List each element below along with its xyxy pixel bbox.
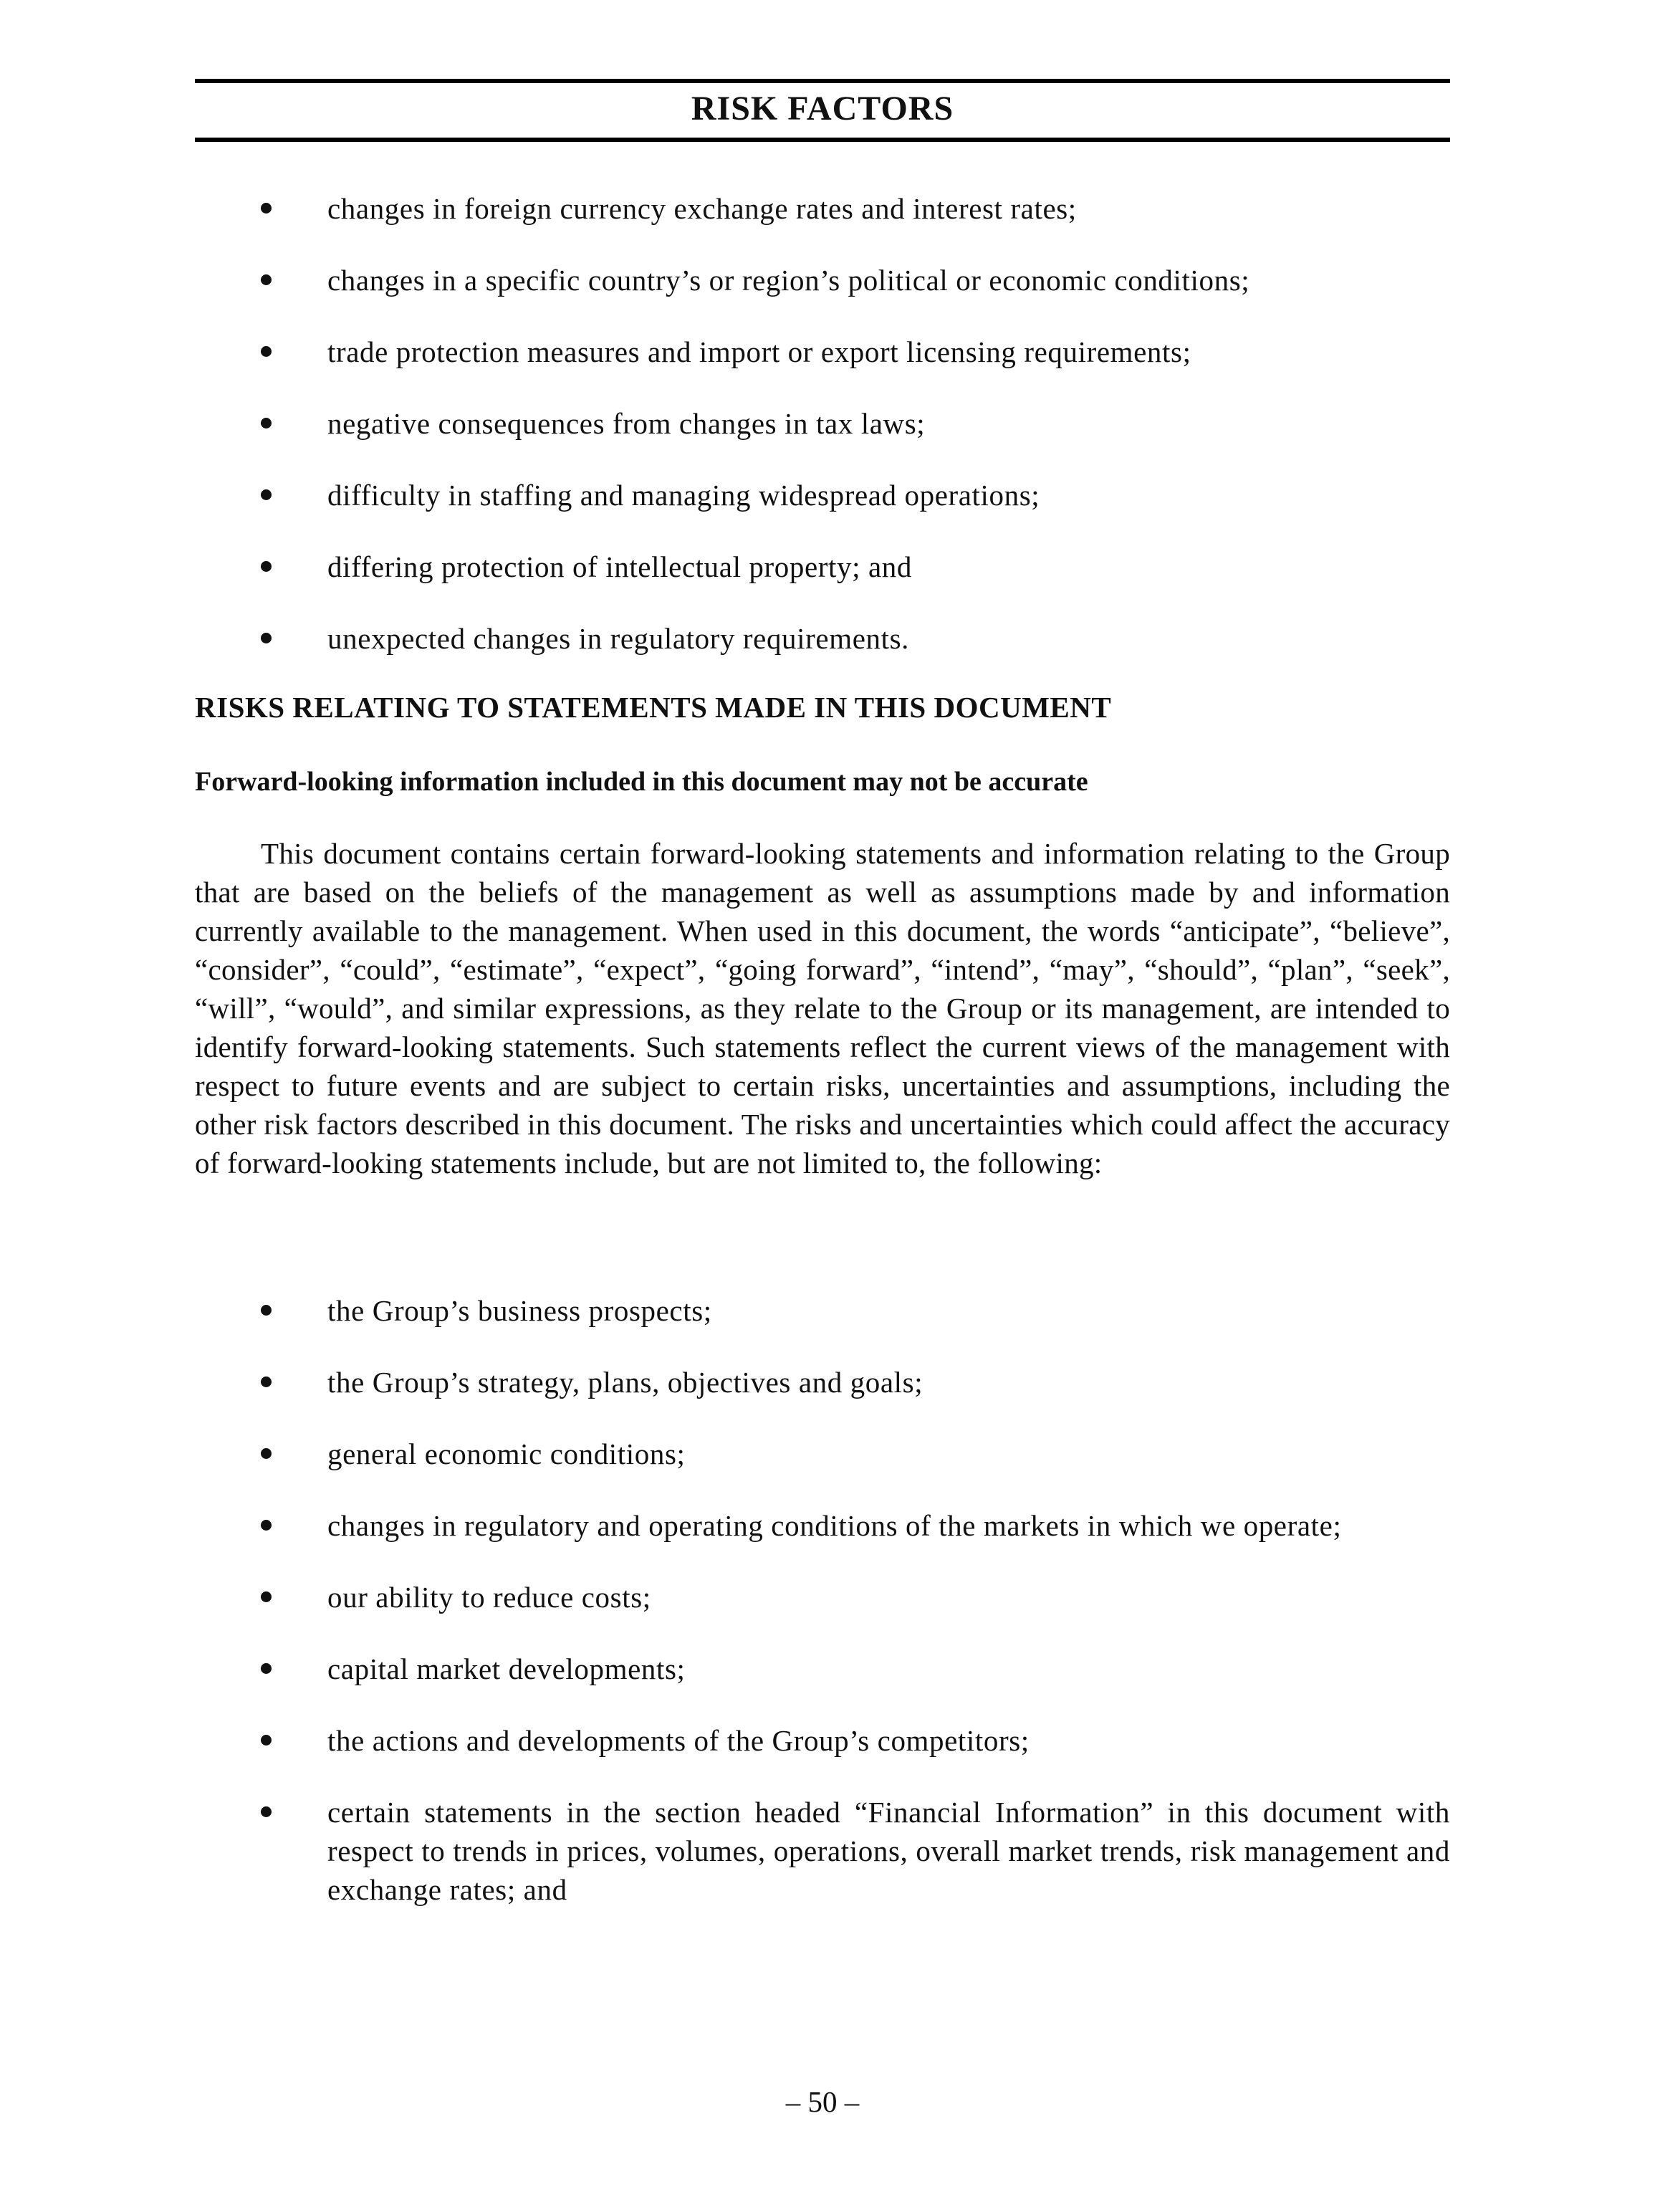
bullet-icon [261,346,272,357]
document-page [195,0,1450,2212]
risk-bullet-list-bottom [195,1291,1450,1909]
bullet-icon [261,1520,272,1531]
list-item-text: difficulty in staffing and managing widespread operations; [327,479,1040,512]
bullet-icon [261,633,272,643]
section-subheading: Forward-looking information included in this document may not be accurate [195,767,1088,797]
list-item-text: changes in foreign currency exchange rates and interest rates; [327,192,1077,225]
list-item-text: changes in a specific country’s or region’s political or economic conditions; [327,264,1250,297]
bullet-icon [261,489,272,500]
list-item-text: the Group’s strategy, plans, objectives and goals; [327,1366,923,1399]
bullet-icon [261,1663,272,1674]
list-item-text: unexpected changes in regulatory requirements. [327,622,909,655]
bullet-icon [261,1448,272,1459]
list-item-text: changes in regulatory and operating conditions of the markets in which we operate; [327,1509,1342,1542]
risk-bullet-list-top [195,189,1450,658]
section-heading: RISKS RELATING TO STATEMENTS MADE IN THIS DOCUMENT [195,691,1112,724]
bullet-icon [261,1305,272,1316]
list-item [195,1363,1450,1402]
list-item [195,1721,1450,1760]
list-item [195,261,1450,300]
list-item [195,476,1450,514]
list-item-text: general economic conditions; [327,1437,686,1470]
list-item-text: differing protection of intellectual property; and [327,550,912,583]
page-title: RISK FACTORS [691,90,954,128]
header-top-rule [195,79,1450,83]
bullet-icon [261,561,272,572]
list-item [195,1435,1450,1473]
list-item [195,189,1450,228]
bullet-icon [261,274,272,285]
list-item-text: certain statements in the section headed “Financial Information” in this document with respect to trends in prices, volumes, operations, overall market trends, risk management and exchange rates; and [327,1796,1450,1906]
list-item [195,547,1450,586]
page-number: – 50 – [785,2085,860,2118]
list-item [195,619,1450,658]
bullet-icon [261,203,272,214]
bullet-icon [261,1735,272,1746]
list-item-text: the actions and developments of the Group’s competitors; [327,1724,1030,1757]
list-item-text: the Group’s business prospects; [327,1294,712,1327]
bullet-icon [261,1591,272,1602]
list-item-text: trade protection measures and import or export licensing requirements; [327,335,1191,368]
header-bottom-rule [195,138,1450,142]
list-item [195,1650,1450,1688]
list-item [195,1291,1450,1330]
bullet-icon [261,1376,272,1387]
list-item-text: capital market developments; [327,1652,686,1685]
list-item-text: our ability to reduce costs; [327,1581,651,1614]
list-item [195,1793,1450,1909]
bullet-icon [261,1806,272,1817]
list-item [195,404,1450,443]
list-item-text: negative consequences from changes in tax laws; [327,407,926,440]
bullet-icon [261,418,272,428]
list-item [195,1578,1450,1617]
body-paragraph: This document contains certain forward-looking statements and information relating to the Group that are based on the beliefs of the management as well as assumptions made by and information currently available to the management. When used in this document, the words “anticipate”, “believe”, “consider”, “could”, “estimate”, “expect”, “going forward”, “intend”, “may”, “should”, “plan”, “seek”, “will”, “would”, and similar expressions, as they relate to the Group or its management, are intended to identify forward-looking statements. Such statements reflect the current views of the management with respect to future events and are subject to certain risks, uncertainties and assumptions, including the other risk factors described in this document. The risks and uncertainties which could affect the accuracy of forward-looking statements include, but are not limited to, the following: [195,837,1450,1179]
list-item [195,1506,1450,1545]
list-item [195,332,1450,371]
